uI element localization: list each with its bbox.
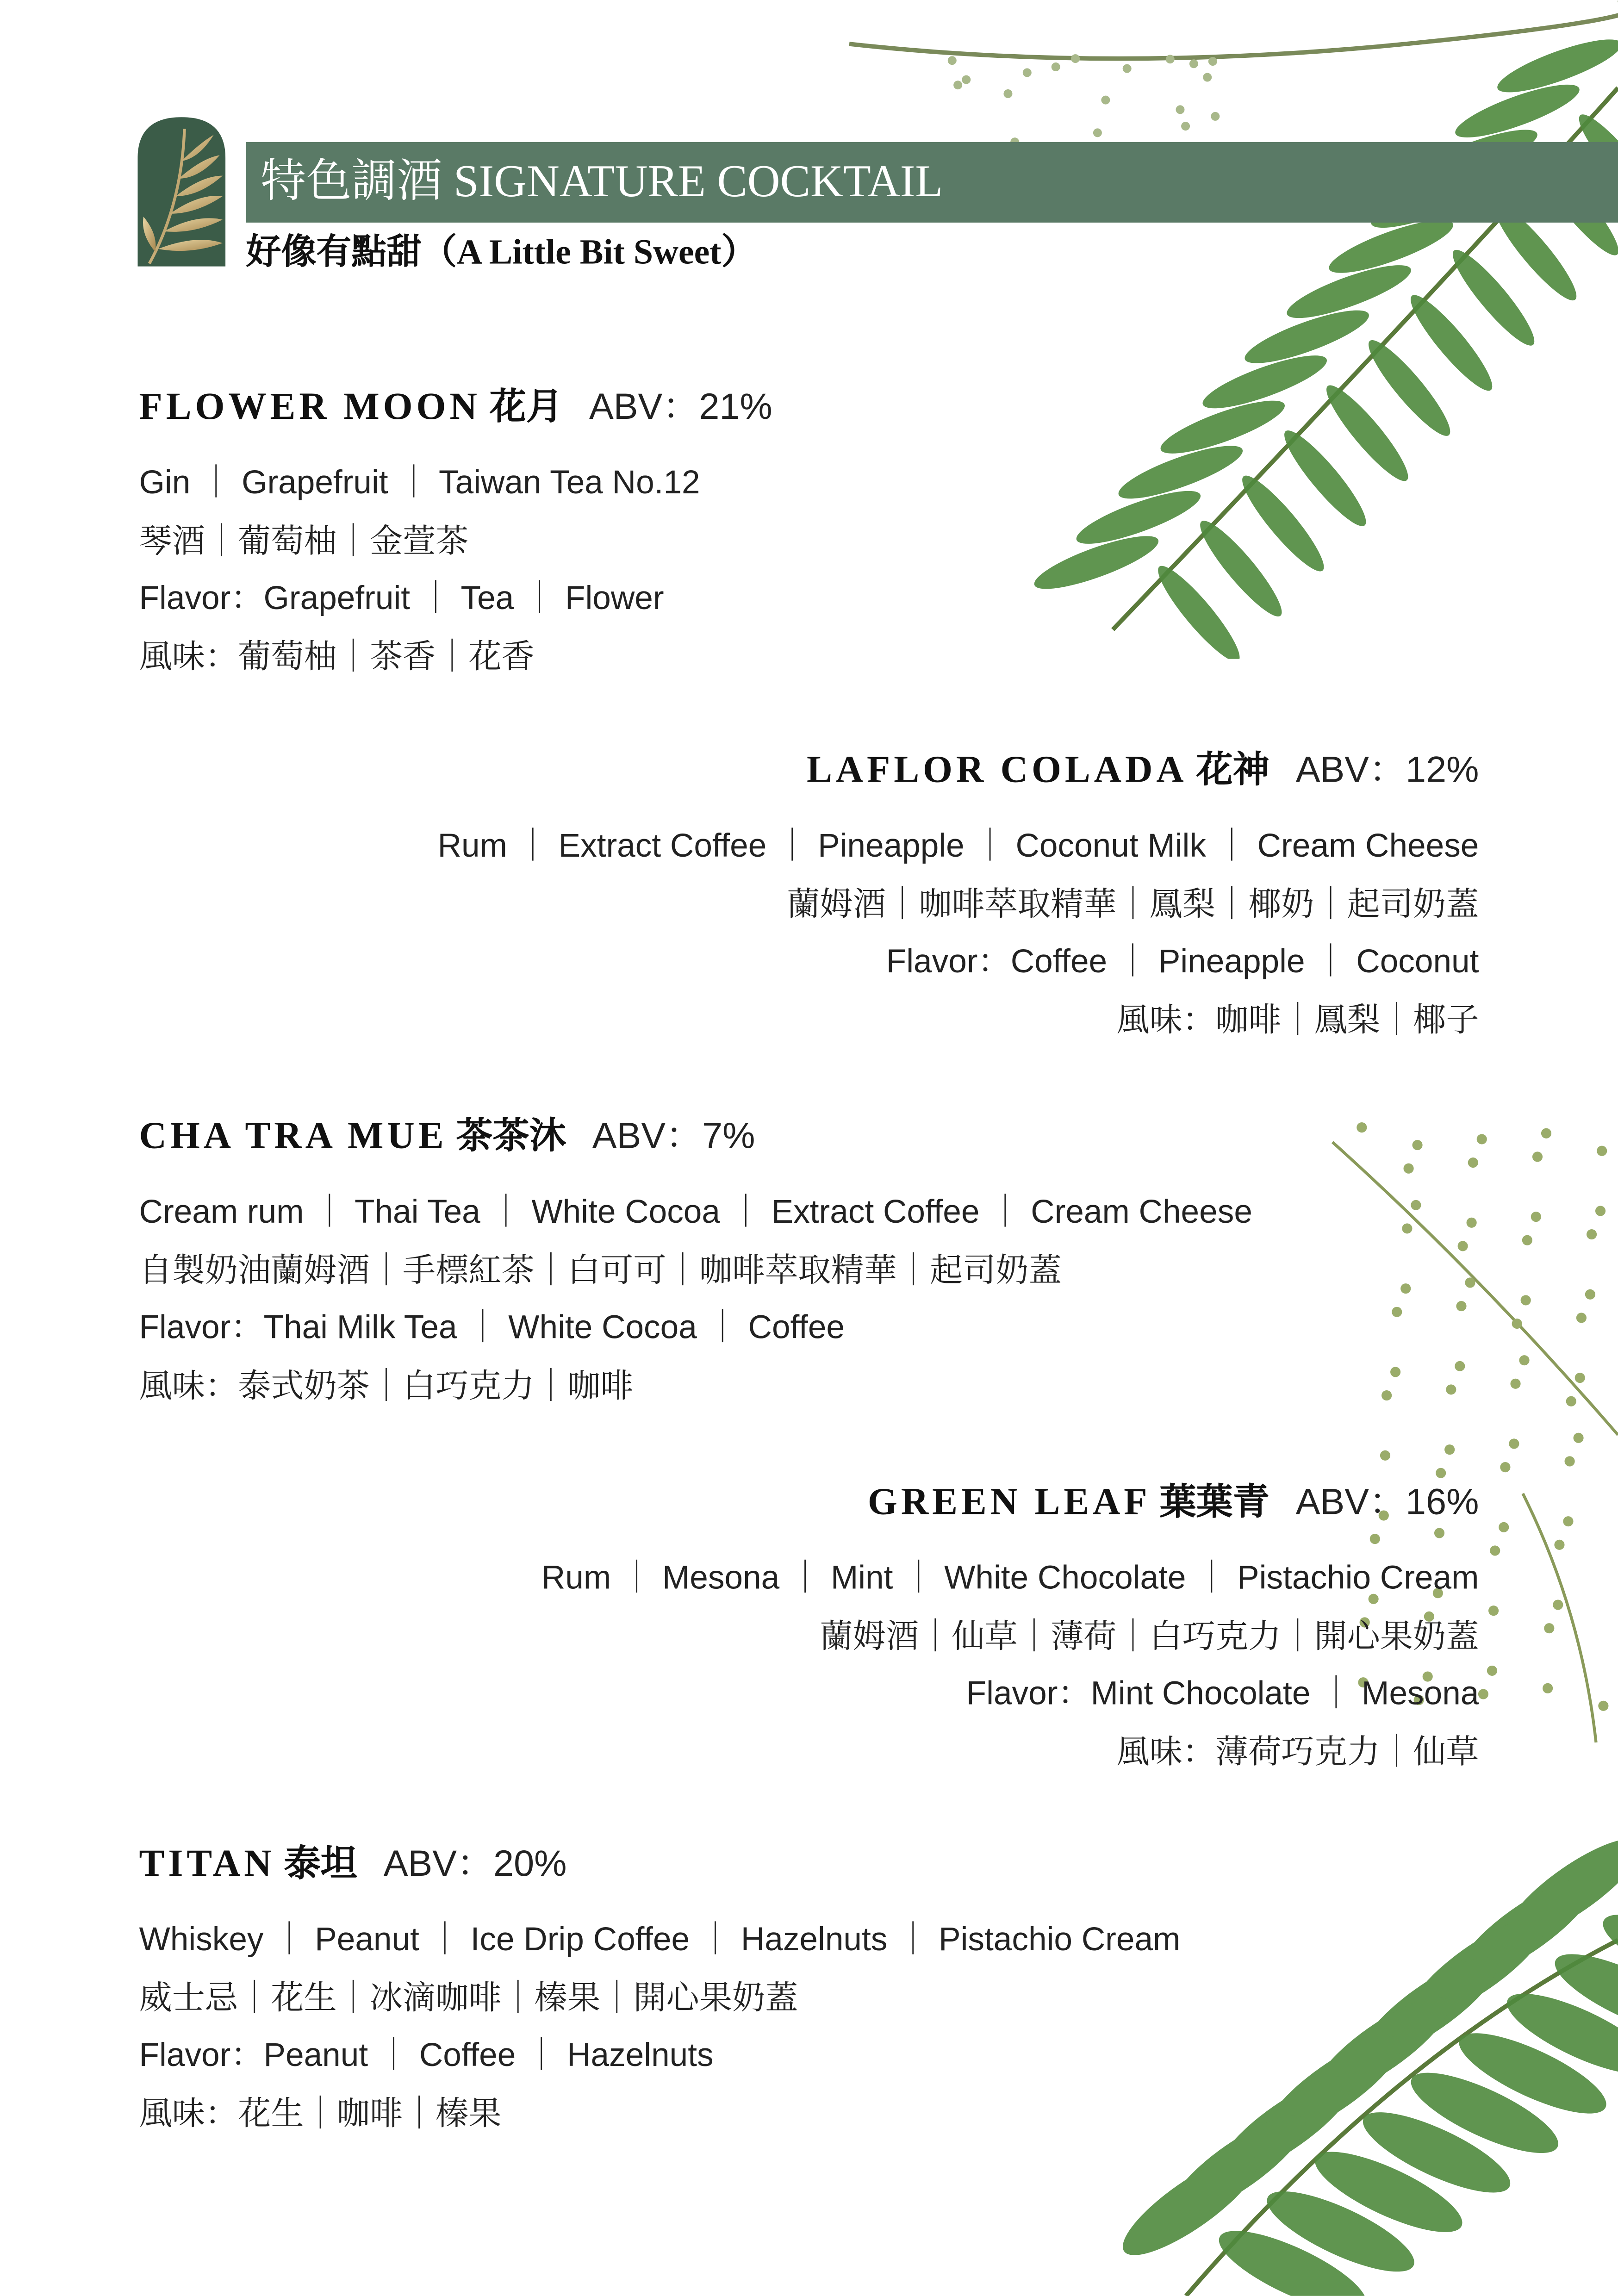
cocktail-item: [139, 378, 1479, 685]
flavor-zh: 風味：泰式奶茶｜白巧克力｜咖啡: [139, 1367, 634, 1404]
cocktail-item: [139, 1835, 1479, 2142]
berry: [1509, 1438, 1519, 1449]
berry: [1595, 1206, 1606, 1216]
berry: [1519, 1355, 1529, 1365]
flower-bud: [1003, 89, 1012, 98]
cocktail-name-zh: 花神: [1196, 749, 1270, 791]
flower-bud: [1189, 59, 1198, 68]
berry: [1499, 1522, 1509, 1532]
flower-bud: [1123, 64, 1132, 73]
berry: [1563, 1516, 1573, 1526]
berry: [1566, 1396, 1576, 1406]
cocktail-abv: ABV：20%: [383, 1843, 567, 1885]
berry: [1531, 1212, 1541, 1222]
section-subtitle: 好像有點甜（A Little Bit Sweet）: [246, 234, 757, 273]
flower-bud: [1211, 112, 1220, 121]
berry: [1587, 1229, 1597, 1239]
flower-bud: [1181, 122, 1190, 131]
flavor-en: Flavor：Coffee ｜ Pineapple ｜ Coconut: [886, 943, 1479, 980]
berry: [1510, 1379, 1520, 1389]
ingredients-en: Rum ｜ Mesona ｜ Mint ｜ White Chocolate ｜ Pistachio Cream: [541, 1559, 1479, 1596]
ingredients-en: Whiskey ｜ Peanut ｜ Ice Drip Coffee ｜ Hazelnuts ｜ Pistachio Cream: [139, 1921, 1181, 1958]
palm-leaf-logo: [137, 117, 225, 267]
cocktail-name-zh: 泰坦: [284, 1843, 357, 1885]
berry: [1598, 1701, 1608, 1711]
cocktail-heading: [139, 1835, 1479, 1893]
berry: [1380, 1450, 1390, 1461]
cocktail-item: [139, 1473, 1479, 1780]
berry: [1522, 1235, 1532, 1245]
cocktail-item: [139, 1107, 1479, 1414]
ingredients-zh: 琴酒｜葡萄柚｜金萱茶: [139, 522, 469, 559]
cocktail-abv: ABV：16%: [1295, 1481, 1479, 1523]
berry: [1500, 1462, 1510, 1472]
berry: [1576, 1313, 1587, 1323]
berry: [1490, 1545, 1500, 1556]
berry: [1574, 1433, 1584, 1443]
ingredients-zh: 威士忌｜花生｜冰滴咖啡｜榛果｜開心果奶蓋: [139, 1979, 798, 2016]
cocktail-name-zh: 花月: [489, 386, 563, 428]
berry: [1512, 1319, 1522, 1329]
flower-bud: [962, 75, 971, 84]
ingredients-en: Rum ｜ Extract Coffee ｜ Pineapple ｜ Coconut Milk ｜ Cream Cheese: [437, 827, 1479, 864]
cocktail-name-en: GREEN LEAF: [867, 1480, 1151, 1523]
berry: [1575, 1373, 1585, 1383]
flower-bud: [1166, 55, 1175, 63]
berry: [1478, 1689, 1488, 1699]
berry: [1488, 1605, 1499, 1616]
cocktail-name-en: LAFLOR COLADA: [806, 748, 1188, 791]
berry: [1565, 1456, 1575, 1466]
cocktail-name-en: TITAN: [139, 1842, 275, 1885]
cocktail-name-en: CHA TRA MUE: [139, 1114, 448, 1157]
flavor-en: Flavor：Grapefruit ｜ Tea ｜ Flower: [139, 579, 664, 616]
flower-bud: [1052, 62, 1060, 71]
flavor-zh: 風味：花生｜咖啡｜榛果: [139, 2094, 502, 2131]
cocktail-heading: [139, 1107, 1479, 1166]
cocktail-abv: ABV：21%: [589, 386, 772, 428]
section-banner: [246, 142, 1618, 223]
flower-bud: [1176, 105, 1184, 114]
flavor-en: Flavor：Thai Milk Tea ｜ White Cocoa ｜ Coffee: [139, 1309, 845, 1346]
flavor-zh: 風味：咖啡｜鳳梨｜椰子: [1116, 1001, 1479, 1038]
berry: [1532, 1151, 1543, 1162]
berry: [1444, 1444, 1455, 1455]
ingredients-zh: 蘭姆酒｜咖啡萃取精華｜鳳梨｜椰奶｜起司奶蓋: [787, 885, 1479, 922]
cocktail-name-zh: 葉葉青: [1159, 1481, 1270, 1523]
berry: [1487, 1666, 1497, 1676]
berry: [1554, 1540, 1564, 1550]
flower-bud: [1071, 54, 1080, 63]
section-title: 特色調酒 SIGNATURE COCKTAIL: [261, 155, 943, 207]
cocktail-name-en: FLOWER MOON: [139, 385, 481, 428]
flower-bud: [948, 56, 957, 65]
berry: [1543, 1683, 1553, 1693]
cocktail-heading: [139, 741, 1479, 800]
flavor-en: Flavor：Peanut ｜ Coffee ｜ Hazelnuts: [139, 2036, 714, 2073]
ingredients-en: Cream rum ｜ Thai Tea ｜ White Cocoa ｜ Extract Coffee ｜ Cream Cheese: [139, 1193, 1252, 1230]
flavor-zh: 風味：葡萄柚｜茶香｜花香: [139, 637, 535, 674]
cocktail-abv: ABV：12%: [1295, 749, 1479, 791]
cocktail-item: [139, 741, 1479, 1048]
berry: [1553, 1599, 1563, 1610]
flavor-en: Flavor：Mint Chocolate ｜ Mesona: [966, 1675, 1479, 1712]
berry: [1521, 1295, 1531, 1305]
flower-bud: [1203, 73, 1212, 82]
flower-bud: [1208, 57, 1217, 66]
flavor-zh: 風味：薄荷巧克力｜仙草: [1116, 1733, 1479, 1770]
ingredients-en: Gin ｜ Grapefruit ｜ Taiwan Tea No.12: [139, 464, 700, 501]
cocktail-heading: [139, 1473, 1479, 1532]
berry: [1597, 1146, 1607, 1156]
berry: [1544, 1623, 1554, 1633]
berry: [1541, 1128, 1551, 1139]
cocktail-heading: [139, 378, 1479, 436]
flower-bud: [1093, 128, 1102, 137]
flower-bud: [1101, 96, 1110, 105]
flower-bud: [953, 81, 962, 89]
ingredients-zh: 自製奶油蘭姆酒｜手標紅茶｜白可可｜咖啡萃取精華｜起司奶蓋: [139, 1251, 1062, 1288]
cocktail-name-zh: 茶茶沐: [456, 1115, 566, 1157]
flower-bud: [1023, 68, 1032, 77]
berry: [1585, 1289, 1595, 1300]
ingredients-zh: 蘭姆酒｜仙草｜薄荷｜白巧克力｜開心果奶蓋: [820, 1617, 1479, 1654]
cocktail-abv: ABV：7%: [592, 1115, 755, 1157]
